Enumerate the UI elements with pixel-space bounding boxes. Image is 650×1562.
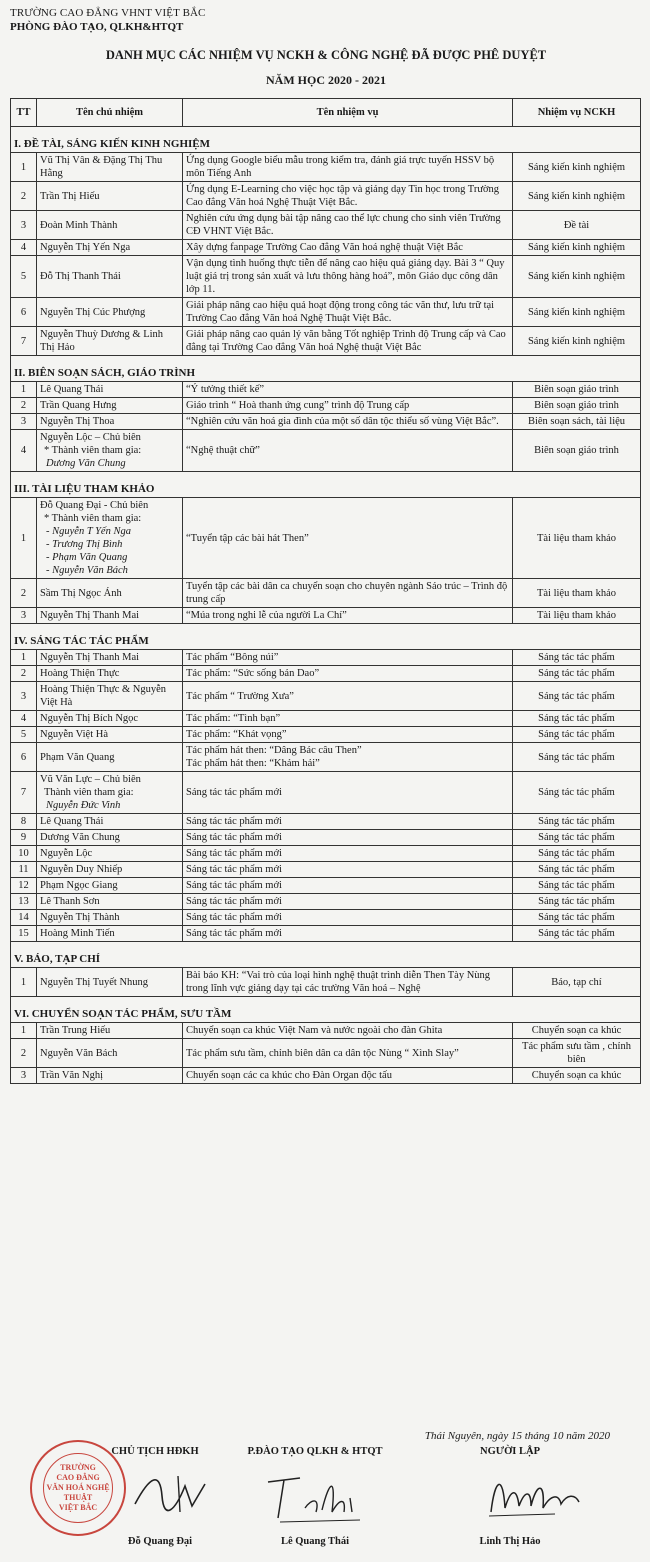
col-header-type: Nhiệm vụ NCKH bbox=[513, 99, 641, 127]
section-header-row bbox=[11, 127, 641, 153]
row-number: 3 bbox=[11, 1068, 37, 1084]
row-member-name: Nguyễn Đức Vinh bbox=[46, 800, 121, 811]
row-task-text: Sáng tác tác phẩm mới bbox=[186, 928, 282, 939]
table-row bbox=[11, 327, 641, 356]
section-label: IV. SÁNG TÁC TÁC PHẨM bbox=[11, 624, 641, 650]
row-leader-cell bbox=[37, 382, 183, 398]
row-task-cell bbox=[183, 327, 513, 356]
table-row bbox=[11, 240, 641, 256]
table-row bbox=[11, 666, 641, 682]
row-member-name: - Nguyễn Văn Bách bbox=[46, 565, 128, 576]
section-header-row bbox=[11, 356, 641, 382]
seal-line: CAO ĐẲNG bbox=[56, 1473, 100, 1482]
row-task-text: Sáng tác tác phẩm mới bbox=[186, 832, 282, 843]
row-task-text: Tác phẩm sưu tầm, chỉnh biên dân ca dân tộc Nùng “ Xình Slay” bbox=[186, 1047, 459, 1059]
row-task-cell bbox=[183, 894, 513, 910]
row-leader-name: Nguyễn Thị Thành bbox=[40, 912, 120, 923]
table-row bbox=[11, 211, 641, 240]
row-task-text: Tác phẩm “Bông núi” bbox=[186, 652, 279, 663]
table-row bbox=[11, 968, 641, 997]
table-row bbox=[11, 298, 641, 327]
row-task-text: Sáng tác tác phẩm mới bbox=[186, 912, 282, 923]
col-header-task: Tên nhiệm vụ bbox=[183, 99, 513, 127]
row-leader-name: Nguyễn Thị Thoa bbox=[40, 416, 115, 427]
col-header-name: Tên chủ nhiệm bbox=[37, 99, 183, 127]
row-leader-name: Dương Văn Chung bbox=[40, 832, 120, 843]
row-number: 1 bbox=[11, 650, 37, 666]
signature-name-department: Lê Quang Thái bbox=[280, 1536, 350, 1547]
section-header-row bbox=[11, 942, 641, 968]
row-leader-name: Nguyễn Thuỳ Dương & Linh Thị Hảo bbox=[40, 329, 164, 353]
row-type: Tác phẩm sưu tầm , chỉnh biên bbox=[513, 1039, 641, 1068]
table-row bbox=[11, 398, 641, 414]
row-number: 2 bbox=[11, 1039, 37, 1068]
row-leader-name: Trần Quang Hưng bbox=[40, 400, 117, 411]
signature-scribble-chairman bbox=[130, 1466, 210, 1516]
row-task-cell bbox=[183, 298, 513, 327]
row-leader-name: Lê Thanh Sơn bbox=[40, 896, 100, 907]
row-task-text: Sáng tác tác phẩm mới bbox=[186, 816, 282, 827]
row-leader-name: Vũ Văn Lực – Chủ biên bbox=[40, 774, 141, 785]
row-number: 1 bbox=[11, 382, 37, 398]
row-leader-cell bbox=[37, 1039, 183, 1068]
row-leader-name: Phạm Ngọc Giang bbox=[40, 880, 118, 891]
table-row bbox=[11, 743, 641, 772]
row-task-cell bbox=[183, 382, 513, 398]
row-leader-cell bbox=[37, 579, 183, 608]
signing-date: Thái Nguyên, ngày 15 tháng 10 năm 2020 bbox=[424, 1430, 610, 1442]
row-leader-name: Nguyễn Thị Cúc Phượng bbox=[40, 306, 146, 318]
row-leader-cell bbox=[37, 772, 183, 814]
row-number: 4 bbox=[11, 711, 37, 727]
row-task-text: Sáng tác tác phẩm mới bbox=[186, 848, 282, 859]
row-type: Báo, tạp chí bbox=[513, 968, 641, 997]
row-member-name: - Trương Thị Bình bbox=[46, 539, 123, 550]
row-task-text: Tác phẩm “ Trường Xưa” bbox=[186, 690, 294, 702]
row-task-cell bbox=[183, 182, 513, 211]
row-type: Biên soạn giáo trình bbox=[513, 398, 641, 414]
row-task-text: Ứng dụng Google biểu mẫu trong kiểm tra, đánh giá trực tuyến HSSV bộ môn Tiếng Anh bbox=[186, 155, 495, 179]
row-number: 11 bbox=[11, 862, 37, 878]
row-number: 4 bbox=[11, 430, 37, 472]
row-task-text: Giáo trình “ Hoà thanh ứng cung” trình độ Trung cấp bbox=[186, 400, 410, 411]
row-leader-name: Nguyễn Lộc – Chủ biên bbox=[40, 432, 141, 443]
seal-line: TRƯỜNG bbox=[60, 1463, 96, 1472]
table-body bbox=[11, 127, 641, 1084]
row-type: Sáng tác tác phẩm bbox=[513, 814, 641, 830]
row-task-cell bbox=[183, 727, 513, 743]
table-row bbox=[11, 894, 641, 910]
row-task-cell bbox=[183, 711, 513, 727]
row-number: 1 bbox=[11, 153, 37, 182]
seal-line: VIỆT BẮC bbox=[58, 1503, 98, 1512]
row-number: 3 bbox=[11, 608, 37, 624]
row-leader-cell bbox=[37, 743, 183, 772]
row-member-label: * Thành viên tham gia: bbox=[44, 513, 142, 524]
row-task-text: Sáng tác tác phẩm mới bbox=[186, 896, 282, 907]
row-type: Chuyển soạn ca khúc bbox=[513, 1023, 641, 1039]
row-task-text: Tác phẩm hát then: “Dâng Bác câu Then” bbox=[186, 745, 362, 756]
row-task-cell bbox=[183, 211, 513, 240]
row-leader-name: Nguyễn Thị Thanh Mai bbox=[40, 610, 140, 621]
row-task-text: “Tuyển tập các bài hát Then” bbox=[186, 532, 309, 544]
row-type: Sáng tác tác phẩm bbox=[513, 878, 641, 894]
row-leader-cell bbox=[37, 498, 183, 579]
row-task-text: Giải pháp nâng cao hiệu quả hoạt động trong công tác văn thư, lưu trữ tại Trường Cao đẳng Văn hoá Nghệ Thuật Việt Bắc. bbox=[186, 300, 495, 324]
row-leader-name: Nguyễn Thị Bích Ngọc bbox=[40, 713, 139, 724]
row-leader-cell bbox=[37, 240, 183, 256]
row-type: Sáng tác tác phẩm bbox=[513, 830, 641, 846]
table-row bbox=[11, 772, 641, 814]
row-task-cell bbox=[183, 256, 513, 298]
row-task-text: “Nghệ thuật chữ” bbox=[186, 445, 260, 456]
row-number: 5 bbox=[11, 727, 37, 743]
row-task-cell bbox=[183, 926, 513, 942]
row-task-cell bbox=[183, 650, 513, 666]
tasks-table bbox=[10, 98, 641, 1084]
row-type: Tài liệu tham khảo bbox=[513, 579, 641, 608]
document-subtitle: NĂM HỌC 2020 - 2021 bbox=[266, 73, 386, 87]
row-leader-name: Đỗ Quang Đại - Chủ biên bbox=[40, 500, 149, 511]
row-task-text: Ứng dụng E-Learning cho việc học tập và giảng dạy Tin học trong Trường Cao đẳng Văn hoá Nghệ Thuật Việt Bắc. bbox=[186, 184, 500, 208]
row-number: 1 bbox=[11, 1023, 37, 1039]
row-task-cell bbox=[183, 414, 513, 430]
row-leader-cell bbox=[37, 430, 183, 472]
row-type: Sáng kiến kinh nghiệm bbox=[513, 153, 641, 182]
row-task-cell bbox=[183, 862, 513, 878]
row-leader-name: Nguyễn Lộc bbox=[40, 848, 93, 859]
row-number: 3 bbox=[11, 414, 37, 430]
row-leader-name: Đỗ Thị Thanh Thái bbox=[40, 271, 121, 282]
row-member-label: * Thành viên tham gia: bbox=[44, 445, 142, 456]
signature-title-chairman: CHỦ TỊCH HĐKH bbox=[111, 1446, 199, 1457]
table-row bbox=[11, 862, 641, 878]
row-leader-name: Hoàng Thiện Thực & Nguyễn Việt Hà bbox=[40, 684, 167, 708]
row-task-cell bbox=[183, 682, 513, 711]
section-header-row bbox=[11, 472, 641, 498]
row-leader-cell bbox=[37, 894, 183, 910]
table-row bbox=[11, 579, 641, 608]
row-number: 13 bbox=[11, 894, 37, 910]
row-task-text: “Múa trong nghi lễ của người La Chí” bbox=[186, 610, 347, 621]
row-leader-name: Vũ Thị Vân & Đặng Thị Thu Hằng bbox=[40, 155, 163, 179]
row-leader-cell bbox=[37, 846, 183, 862]
row-task-cell bbox=[183, 772, 513, 814]
section-label: V. BÁO, TẠP CHÍ bbox=[11, 942, 641, 968]
footer-signatures bbox=[0, 1420, 650, 1562]
row-task-text: Vận dụng tình huống thực tiễn để nâng cao hiệu quả giảng dạy. Bài 3 “ Quy luật giá trị trong sản xuất và lưu thông hàng hoá”, môn Giáo dục công dân lớp 11. bbox=[186, 258, 505, 295]
row-leader-name: Hoàng Thiện Thực bbox=[40, 668, 120, 679]
table-row bbox=[11, 414, 641, 430]
table-row bbox=[11, 910, 641, 926]
row-task-text: Tác phẩm: “Tình bạn” bbox=[186, 713, 281, 724]
table-row bbox=[11, 608, 641, 624]
row-task-cell bbox=[183, 830, 513, 846]
signature-name-creator: Linh Thị Hảo bbox=[479, 1536, 541, 1547]
table-header-row bbox=[11, 99, 641, 127]
row-type: Sáng tác tác phẩm bbox=[513, 666, 641, 682]
table-row bbox=[11, 846, 641, 862]
signature-scribble-department bbox=[260, 1468, 380, 1528]
row-type: Sáng tác tác phẩm bbox=[513, 772, 641, 814]
row-leader-name: Nguyễn Thị Tuyết Nhung bbox=[40, 976, 149, 988]
row-type: Sáng tác tác phẩm bbox=[513, 862, 641, 878]
row-task-cell bbox=[183, 579, 513, 608]
row-leader-name: Nguyễn Thị Yến Nga bbox=[40, 242, 131, 253]
row-task-text: Sáng tác tác phẩm mới bbox=[186, 787, 282, 798]
table-row bbox=[11, 182, 641, 211]
row-number: 3 bbox=[11, 211, 37, 240]
row-leader-cell bbox=[37, 650, 183, 666]
signature-scribble-creator bbox=[485, 1468, 585, 1523]
row-task-text: Sáng tác tác phẩm mới bbox=[186, 880, 282, 891]
table-row bbox=[11, 256, 641, 298]
row-number: 4 bbox=[11, 240, 37, 256]
row-task-text: Tuyển tập các bài dân ca chuyển soạn cho chuyên ngành Sáo trúc – Trình độ trung cấp bbox=[186, 581, 508, 605]
row-leader-cell bbox=[37, 256, 183, 298]
row-leader-name: Đoàn Minh Thành bbox=[40, 219, 118, 231]
table-row bbox=[11, 1068, 641, 1084]
signature-block-creator bbox=[440, 1434, 620, 1562]
row-task-text: Nghiên cứu ứng dụng bài tập nâng cao thể lực chung cho sinh viên Trường CĐ VHNT Việt Bắc. bbox=[186, 213, 501, 237]
section-label: VI. CHUYỂN SOẠN TÁC PHẨM, SƯU TẦM bbox=[11, 997, 641, 1023]
row-member-name: Dương Văn Chung bbox=[46, 458, 126, 469]
row-number: 2 bbox=[11, 182, 37, 211]
row-type: Biên soạn giáo trình bbox=[513, 430, 641, 472]
row-leader-cell bbox=[37, 414, 183, 430]
table-row bbox=[11, 153, 641, 182]
row-task-cell bbox=[183, 608, 513, 624]
table-row bbox=[11, 814, 641, 830]
row-number: 1 bbox=[11, 498, 37, 579]
row-type: Biên soạn sách, tài liệu bbox=[513, 414, 641, 430]
row-task-cell bbox=[183, 743, 513, 772]
row-leader-cell bbox=[37, 608, 183, 624]
row-leader-cell bbox=[37, 1068, 183, 1084]
row-number: 1 bbox=[11, 968, 37, 997]
row-task-text: “Ý tưởng thiết kế” bbox=[186, 384, 265, 395]
section-header-row bbox=[11, 624, 641, 650]
row-task-text: Bài báo KH: “Vai trò của loại hình nghệ thuật trình diễn Then Tày Nùng trong lĩnh vực giảng dạy tại các trường Văn hoá – Nghệ bbox=[186, 970, 491, 994]
row-task-text-2: Tác phẩm hát then: “Khảm hải” bbox=[186, 758, 320, 769]
seal-line: VĂN HOÁ NGHỆ THUẬT bbox=[46, 1483, 110, 1502]
row-leader-cell bbox=[37, 153, 183, 182]
row-task-text: Sáng tác tác phẩm mới bbox=[186, 864, 282, 875]
row-task-cell bbox=[183, 1068, 513, 1084]
signature-title-creator: NGƯỜI LẬP bbox=[480, 1446, 540, 1457]
row-type: Đề tài bbox=[513, 211, 641, 240]
signature-name-chairman: Đỗ Quang Đại bbox=[127, 1536, 193, 1547]
row-type: Tài liệu tham khảo bbox=[513, 608, 641, 624]
row-leader-name: Nguyễn Việt Hà bbox=[40, 729, 108, 740]
row-type: Sáng tác tác phẩm bbox=[513, 894, 641, 910]
signature-block-chairman bbox=[40, 1434, 220, 1562]
row-number: 12 bbox=[11, 878, 37, 894]
row-number: 14 bbox=[11, 910, 37, 926]
row-leader-cell bbox=[37, 327, 183, 356]
row-leader-cell bbox=[37, 711, 183, 727]
row-leader-name: Phạm Văn Quang bbox=[40, 751, 115, 763]
row-type: Sáng tác tác phẩm bbox=[513, 910, 641, 926]
row-type: Sáng kiến kinh nghiệm bbox=[513, 182, 641, 211]
row-number: 2 bbox=[11, 666, 37, 682]
row-leader-name: Trần Văn Nghị bbox=[40, 1070, 104, 1081]
row-type: Sáng kiến kinh nghiệm bbox=[513, 327, 641, 356]
row-task-cell bbox=[183, 430, 513, 472]
signature-title-department: P.ĐÀO TẠO QLKH & HTQT bbox=[247, 1446, 383, 1457]
row-leader-cell bbox=[37, 682, 183, 711]
dept-name: PHÒNG ĐÀO TẠO, QLKH&HTQT bbox=[10, 21, 184, 33]
row-task-text: Tác phẩm: “Sức sống bản Dao” bbox=[186, 668, 320, 679]
row-leader-cell bbox=[37, 727, 183, 743]
section-label: II. BIÊN SOẠN SÁCH, GIÁO TRÌNH bbox=[11, 356, 641, 382]
table-row bbox=[11, 727, 641, 743]
row-number: 2 bbox=[11, 579, 37, 608]
row-task-cell bbox=[183, 1039, 513, 1068]
row-number: 7 bbox=[11, 772, 37, 814]
row-number: 9 bbox=[11, 830, 37, 846]
row-leader-cell bbox=[37, 910, 183, 926]
row-type: Sáng tác tác phẩm bbox=[513, 727, 641, 743]
section-label: III. TÀI LIỆU THAM KHẢO bbox=[11, 472, 641, 498]
row-task-cell bbox=[183, 498, 513, 579]
row-leader-name: Lê Quang Thái bbox=[40, 816, 104, 827]
row-member-name: - Nguyễn T Yến Nga bbox=[46, 526, 131, 537]
row-leader-cell bbox=[37, 182, 183, 211]
row-type: Sáng tác tác phẩm bbox=[513, 650, 641, 666]
row-type: Chuyển soạn ca khúc bbox=[513, 1068, 641, 1084]
row-member-name: - Phạm Văn Quang bbox=[46, 552, 128, 563]
row-type: Sáng tác tác phẩm bbox=[513, 846, 641, 862]
row-task-cell bbox=[183, 1023, 513, 1039]
table-row bbox=[11, 711, 641, 727]
table-row bbox=[11, 878, 641, 894]
row-member-label: Thành viên tham gia: bbox=[44, 787, 134, 798]
section-header-row bbox=[11, 997, 641, 1023]
row-number: 10 bbox=[11, 846, 37, 862]
row-number: 3 bbox=[11, 682, 37, 711]
table-row bbox=[11, 1023, 641, 1039]
row-leader-name: Hoàng Minh Tiến bbox=[40, 928, 115, 939]
row-task-cell bbox=[183, 878, 513, 894]
row-leader-cell bbox=[37, 878, 183, 894]
row-type: Sáng kiến kinh nghiệm bbox=[513, 298, 641, 327]
row-number: 6 bbox=[11, 298, 37, 327]
row-leader-name: Nguyễn Thị Thanh Mai bbox=[40, 652, 140, 663]
row-leader-name: Trần Trung Hiếu bbox=[40, 1025, 111, 1036]
row-number: 7 bbox=[11, 327, 37, 356]
table-row bbox=[11, 382, 641, 398]
row-leader-cell bbox=[37, 814, 183, 830]
row-type: Sáng tác tác phẩm bbox=[513, 926, 641, 942]
row-leader-name: Lê Quang Thái bbox=[40, 384, 104, 395]
row-number: 5 bbox=[11, 256, 37, 298]
row-task-cell bbox=[183, 814, 513, 830]
table-row bbox=[11, 682, 641, 711]
row-task-text: Tác phẩm: “Khát vọng” bbox=[186, 729, 287, 740]
row-leader-cell bbox=[37, 398, 183, 414]
table-row bbox=[11, 430, 641, 472]
table-row bbox=[11, 498, 641, 579]
row-leader-name: Nguyễn Duy Nhiếp bbox=[40, 864, 123, 875]
row-task-text: Giải pháp nâng cao quản lý văn bằng Tốt nghiệp Trình độ Trung cấp và Cao đẳng tại Trường Cao đẳng Văn hoá Nghệ thuật Việt Bắc bbox=[186, 329, 506, 353]
org-name: TRƯỜNG CAO ĐẲNG VHNT VIỆT BẮC bbox=[10, 7, 206, 19]
row-leader-cell bbox=[37, 298, 183, 327]
row-type: Sáng kiến kinh nghiệm bbox=[513, 240, 641, 256]
row-task-cell bbox=[183, 910, 513, 926]
row-task-text: “Nghiên cứu văn hoá gia đình của một số dân tộc thiểu số vùng Việt Bắc”. bbox=[186, 416, 499, 427]
row-task-cell bbox=[183, 240, 513, 256]
row-leader-name: Sầm Thị Ngọc Ánh bbox=[40, 587, 122, 599]
row-type: Sáng kiến kinh nghiệm bbox=[513, 256, 641, 298]
col-header-tt: TT bbox=[11, 99, 37, 127]
row-type: Sáng tác tác phẩm bbox=[513, 682, 641, 711]
table-row bbox=[11, 830, 641, 846]
row-type: Sáng tác tác phẩm bbox=[513, 711, 641, 727]
row-type: Sáng tác tác phẩm bbox=[513, 743, 641, 772]
row-task-cell bbox=[183, 398, 513, 414]
row-task-cell bbox=[183, 968, 513, 997]
row-leader-cell bbox=[37, 1023, 183, 1039]
row-number: 6 bbox=[11, 743, 37, 772]
row-leader-cell bbox=[37, 968, 183, 997]
row-number: 15 bbox=[11, 926, 37, 942]
row-leader-cell bbox=[37, 666, 183, 682]
row-leader-cell bbox=[37, 830, 183, 846]
table-row bbox=[11, 650, 641, 666]
row-type: Biên soạn giáo trình bbox=[513, 382, 641, 398]
row-task-text: Chuyển soạn các ca khúc cho Đàn Organ độc tấu bbox=[186, 1070, 392, 1081]
row-type: Tài liệu tham khảo bbox=[513, 498, 641, 579]
document-title: DANH MỤC CÁC NHIỆM VỤ NCKH & CÔNG NGHỆ ĐÃ ĐƯỢC PHÊ DUYỆT bbox=[105, 48, 547, 62]
row-task-text: Chuyển soạn ca khúc Việt Nam và nước ngoài cho đàn Ghita bbox=[186, 1025, 443, 1036]
row-leader-cell bbox=[37, 211, 183, 240]
section-label: I. ĐỀ TÀI, SÁNG KIẾN KINH NGHIỆM bbox=[11, 127, 641, 153]
row-leader-name: Nguyễn Văn Bách bbox=[40, 1047, 118, 1059]
row-task-cell bbox=[183, 846, 513, 862]
table-row bbox=[11, 1039, 641, 1068]
row-leader-cell bbox=[37, 926, 183, 942]
row-task-text: Xây dựng fanpage Trường Cao đẳng Văn hoá nghệ thuật Việt Bắc bbox=[186, 242, 463, 253]
row-leader-cell bbox=[37, 862, 183, 878]
row-task-cell bbox=[183, 666, 513, 682]
row-leader-name: Trần Thị Hiếu bbox=[40, 190, 100, 202]
row-number: 8 bbox=[11, 814, 37, 830]
table-row bbox=[11, 926, 641, 942]
row-task-cell bbox=[183, 153, 513, 182]
row-number: 2 bbox=[11, 398, 37, 414]
signature-block-department bbox=[220, 1434, 410, 1562]
